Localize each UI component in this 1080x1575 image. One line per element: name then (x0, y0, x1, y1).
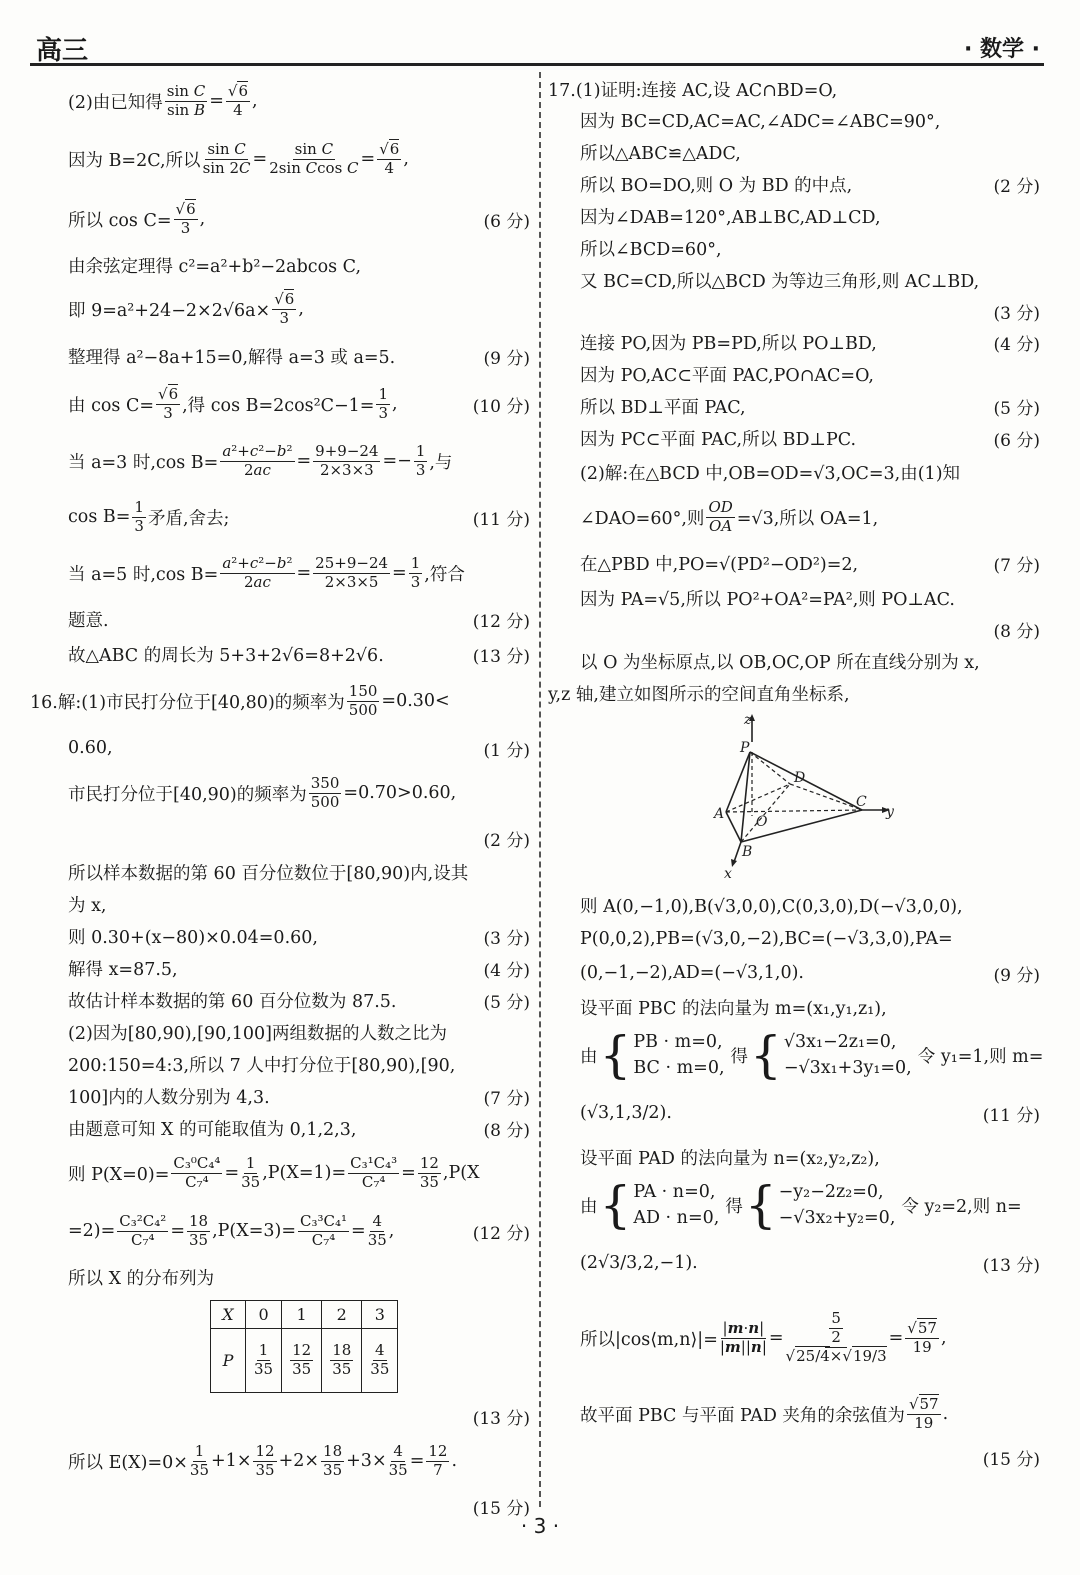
line: 则 0.30+(x−80)×0.04=0.60, (3 分) (68, 927, 530, 949)
line: 0.60, (1 分) (68, 738, 530, 761)
line: 16.解:(1)市民打分位于[40,80)的频率为 $\frac{150}{500}$ =0.30< (30, 681, 450, 719)
label-P: P (740, 740, 750, 756)
edge-AB (726, 812, 741, 842)
distribution-table (210, 1300, 398, 1393)
line: 题意. (12 分) (68, 610, 530, 632)
table-head-cell: X (211, 1301, 246, 1329)
line: 所以样本数据的第 60 百分位数位于[80,90)内,设其 (68, 863, 469, 884)
line: 所以 E(X)=0× $\frac{1}{35}$ +1× 12 35 +2× 18 35 +3× 4 35 = 12 7 . (68, 1441, 458, 1479)
line: 所以 X 的分布列为 (68, 1268, 215, 1289)
line: 市民打分位于[40,90)的频率为 $\frac{350}{500}$ =0.70>0.60, (68, 773, 457, 811)
header-grade: 高三 (36, 36, 89, 66)
line: 为 x, (68, 895, 107, 916)
table-head-cell: 0 (246, 1301, 282, 1329)
x-axis (734, 842, 741, 862)
edge-PC (750, 752, 862, 810)
label-D: D (794, 770, 806, 786)
column-divider (539, 72, 541, 1507)
table-cell: $\frac{12}{35}$ (282, 1329, 322, 1393)
table-head-cell: 1 (282, 1301, 322, 1329)
edge-PB (741, 752, 750, 842)
line: 因为 B=2C,所以 sin C sin 2C = sin C 2sin Ccos C = √6 4 , (68, 139, 409, 177)
line: 解得 x=87.5, (4 分) (68, 959, 530, 981)
label-A: A (714, 806, 725, 822)
line: cos B= $\frac{1}{3}$ 矛盾,舍去; (11 分) (68, 497, 530, 535)
line: (13 分) (472, 1408, 530, 1429)
line: 当 a=5 时,cos B= $\frac{\text{a²+c²−b²}}{2ac}$ = 25+9−24 2×3×5 = 1 3 ,符合 (68, 553, 465, 591)
line: 200:150=4:3,所以 7 人中打分位于[80,90),[90, (68, 1055, 456, 1076)
line: 整理得 a²−8a+15=0,解得 a=3 或 a=5. (9 分) (68, 347, 530, 369)
coordinate-figure (548, 712, 1040, 882)
fraction: √6 4 (227, 81, 248, 119)
line: 即 9=a²+24−2×2√6a× $\frac{√6}{3}$ , (68, 289, 304, 327)
header-subject: · 数学 · (963, 37, 1040, 62)
right-column: 17.(1)证明:连接 AC,设 AC∩BD=O, 因为 BC=CD,AC=AC,∠ADC=∠ABC=90°, 所以△ABC≌△ADC, 所以 BO=DO,则 O 为 BD 的中点, (2 分) 因为∠DAB=120°,AB⊥BC,AD⊥CD, 所以∠BCD=60°, 又 BC=CD,所以△BCD 为等边三角形,则 AC⊥BD, (3 分) 连接 PO,因为 PB=PD,所以 PO⊥BD, (4 分) 因为 PO,AC⊂平面 PAC,PO∩AC=O, 所以 BD⊥平面 PAC, (5 分) 因为 PC⊂平面 PAC,所以 BD⊥PC. (6 分) (2)解:在△BCD 中,OB=OD=√3,OC=3,由(1)知 ∠DAO=60°,则 $\frac{OD}{OA}$ =√3,所以 OA=1, 在△PBD 中,PO=√(PD²−OD²)=2, (7 分) 因为 PA=√5,所以 PO²+OA²=PA²,则 PO⊥AC. (8 分) 以 O 为坐标原点,以 OB,OC,OP 所在直线分别为 x, y,z 轴,建立如图所示的空间直角坐标系, z P D C y A O B x 则 A(0,−1,0),B(√3,0,0),C(0,3,0),D(−√3,0,0), P(0,0,2),PB=(√3,0,−2),BC=(−√3,3,0),PA= (0,−1,−2),AD=(−√3,1,0). (9 分) 设平面 PBC 的法向量为 m=(x₁,y₁,z₁), 由 { PB · m=0, BC · m=0, 得 { √3x₁−2z₁=0, −√3x₁+3y₁=0, 令 y₁=1,则 m= (√3,1,3/2). (11 分) 设平面 PAD 的法向量为 n=(x₂,y₂,z₂), 由 { PA · n=0, AD · n=0, 得 { −y₂−2z₂=0, −√3x₂+y₂=0, 令 y₂=2,则 n= (2√3/3,2,−1). (13 分) 所以|cos⟨m,n⟩|= $\frac{|m\cdot n|}{|m||n|}$ = $\frac{5}{2}$ √25/4×√19/3 = √57 19 , 故平面 PBC 与平面 PAD 夹角的余弦值为 √57 19 . (15 分) (548, 80, 1044, 1470)
label-x: x (724, 866, 732, 882)
table-cell: $\frac{18}{35}$ (322, 1329, 362, 1393)
table-cell: $\frac{4}{35}$ (362, 1329, 398, 1393)
line: (15 分) (472, 1498, 530, 1519)
table-cell: $\frac{1}{35}$ (246, 1329, 282, 1393)
line: 由题意可知 X 的可能取值为 0,1,2,3, (8 分) (68, 1119, 530, 1141)
header-rule (30, 63, 1044, 66)
left-column (30, 74, 530, 1523)
line: 由 cos C= $\frac{√6}{3}$ ,得 cos B=2cos²C−1= $\frac{1}{3}$ , (10 分) (68, 384, 530, 422)
line: 当 a=3 时,cos B= $\frac{\text{a²+c²−b²}}{2ac}$ = 9+9−24 2×3×3 =− 1 3 ,与 (68, 441, 453, 479)
table-head-cell: 2 (322, 1301, 362, 1329)
line: (2)因为[80,90),[90,100]两组数据的人数之比为 (68, 1023, 447, 1044)
line: 所以 cos C= $\frac{√6}{3}$ , (6 分) (68, 199, 530, 237)
page-number: · 3 · (520, 1514, 560, 1538)
line: (2 分) (483, 830, 530, 851)
line: 由余弦定理得 c²=a²+b²−2abcos C, (68, 256, 362, 277)
line: 100]内的人数分别为 4,3. (7 分) (68, 1087, 530, 1109)
line: (2)由已知得 sin C sin B = √6 4 , (68, 81, 258, 119)
line: =2)= $\frac{\text{C₃²C₄²}}{\text{C₇⁴}}$ = 18 35 ,P(X=3)= $\frac{\text{C₃³C₄¹}}{\text{C₇⁴}}$ = 4 35 , (12 分) (68, 1211, 530, 1249)
label-C: C (856, 794, 867, 810)
label-y: y (886, 804, 894, 820)
table-row-label: P (211, 1329, 246, 1393)
score: (6 分) (483, 211, 530, 232)
line: 故△ABC 的周长为 5+3+2√6=8+2√6. (13 分) (68, 645, 530, 667)
line: 则 P(X=0)= $\frac{\text{C₃⁰C₄⁴}}{\text{C₇⁴}}$ = 1 35 ,P(X=1)= $\frac{\text{C₃¹C₄³}}{\text{C₇⁴}}$ = 12 35 ,P(X (68, 1153, 480, 1191)
label-B: B (742, 844, 753, 860)
pyramid-diagram (694, 712, 894, 882)
fraction: sin C sin B (166, 81, 206, 119)
table-head-cell: 3 (362, 1301, 398, 1329)
label-O: O (756, 814, 768, 830)
label-z: z (744, 712, 752, 728)
line: 故估计样本数据的第 60 百分位数为 87.5. (5 分) (68, 991, 530, 1013)
